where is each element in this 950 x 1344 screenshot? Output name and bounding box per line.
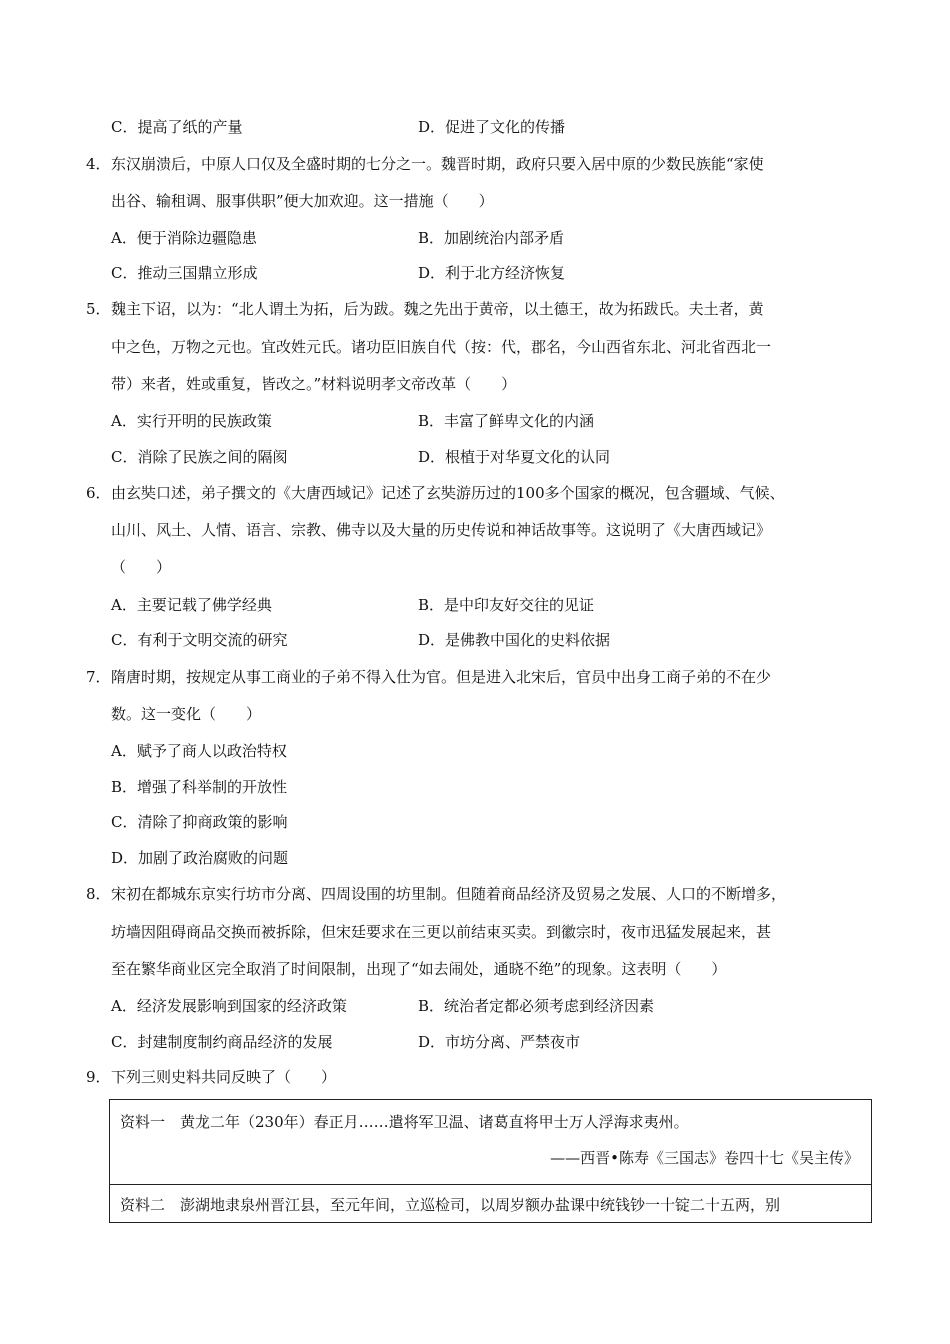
- q4-stem-line2: 出谷、输租调、服事供职”便大加欢迎。这一措施（ ）: [111, 192, 494, 210]
- q7-option-d[interactable]: D．加剧了政治腐败的问题: [111, 849, 289, 867]
- q7-stem-line2: 数。这一变化（ ）: [111, 705, 262, 723]
- q3-option-d[interactable]: D．促进了文化的传播: [418, 118, 566, 136]
- q5-number: 5．: [86, 300, 111, 318]
- q5-stem-line1: 魏主下诏，以为：“北人谓土为拓，后为跋。魏之先出于黄帝，以土德王，故为拓跋氏。夫土者，黄: [111, 300, 764, 318]
- q8-option-d[interactable]: D．市坊分离、严禁夜市: [418, 1033, 581, 1051]
- q7-option-a[interactable]: A．赋予了商人以政治特权: [111, 742, 287, 760]
- q6-number: 6．: [86, 484, 111, 502]
- q4-stem-line1: 东汉崩溃后，中原人口仅及全盛时期的七分之一。魏晋时期，政府只要入居中原的少数民族能“家使: [111, 155, 764, 173]
- q4-number: 4．: [86, 155, 111, 173]
- q5-option-d[interactable]: D．根植于对华夏文化的认同: [418, 448, 611, 466]
- q6-option-c[interactable]: C．有利于文明交流的研究: [111, 631, 288, 649]
- q4-option-a[interactable]: A．便于消除边疆隐患: [111, 229, 257, 247]
- q7-number: 7．: [86, 668, 111, 686]
- box-divider: [110, 1184, 871, 1185]
- q9-number: 9．: [86, 1068, 111, 1086]
- q8-number: 8．: [86, 885, 111, 903]
- q6-stem-line3: （ ）: [111, 558, 172, 576]
- q6-stem-line2: 山川、风土、人情、语言、宗教、佛寺以及大量的历史传说和神话故事等。这说明了《大唐西域记》: [111, 521, 772, 539]
- source-material-box: [109, 1099, 872, 1223]
- q7-stem-line1: 隋唐时期，按规定从事工商业的子弟不得入仕为官。但是进入北宋后，官员中出身工商子弟的不在少: [111, 668, 772, 686]
- q8-stem-line1: 宋初在都城东京实行坊市分离、四周设围的坊里制。但随着商品经济及贸易之发展、人口的不断增多，: [111, 885, 787, 903]
- q5-option-c[interactable]: C．消除了民族之间的隔阂: [111, 448, 288, 466]
- q8-option-c[interactable]: C．封建制度制约商品经济的发展: [111, 1033, 333, 1051]
- q5-option-a[interactable]: A．实行开明的民族政策: [111, 412, 272, 430]
- q4-option-d[interactable]: D．利于北方经济恢复: [418, 264, 566, 282]
- q7-option-b[interactable]: B．增强了科举制的开放性: [111, 778, 288, 796]
- q6-option-a[interactable]: A．主要记载了佛学经典: [111, 596, 272, 614]
- material-1-source: ——西晋•陈寿《三国志》卷四十七《吴主传》: [550, 1149, 859, 1167]
- q8-stem-line3: 至在繁华商业区完全取消了时间限制，出现了“如去闹处，通晓不绝”的现象。这表明（ ）: [111, 960, 727, 978]
- q5-stem-line3: 带）来者，姓或重复，皆改之。”材料说明孝文帝改革（ ）: [111, 375, 517, 393]
- q6-option-b[interactable]: B．是中印友好交往的见证: [418, 596, 595, 614]
- q3-option-c[interactable]: C．提高了纸的产量: [111, 118, 243, 136]
- q4-option-b[interactable]: B．加剧统治内部矛盾: [418, 229, 565, 247]
- q5-stem-line2: 中之色，万物之元也。宜改姓元氏。诸功臣旧族自代（按：代，郡名，今山西省东北、河北省西北一: [111, 338, 772, 356]
- q6-option-d[interactable]: D．是佛教中国化的史料依据: [418, 631, 611, 649]
- q8-stem-line2: 坊墙因阻碍商品交换而被拆除，但宋廷要求在三更以前结束买卖。到徽宗时，夜市迅猛发展起来，甚: [111, 923, 772, 941]
- q4-option-c[interactable]: C．推动三国鼎立形成: [111, 264, 258, 282]
- q6-stem-line1: 由玄奘口述，弟子撰文的《大唐西域记》记述了玄奘游历过的100多个国家的概况，包含疆域、气候、: [111, 484, 785, 502]
- q9-stem-line1: 下列三则史料共同反映了（ ）: [111, 1068, 337, 1086]
- q8-option-a[interactable]: A．经济发展影响到国家的经济政策: [111, 997, 347, 1015]
- material-2-text: 资料二 澎湖地隶泉州晋江县，至元年间，立巡检司，以周岁额办盐课中统钱钞一十锭二十五两，别: [120, 1196, 781, 1214]
- q8-option-b[interactable]: B．统治者定都必须考虑到经济因素: [418, 997, 655, 1015]
- q5-option-b[interactable]: B．丰富了鲜卑文化的内涵: [418, 412, 595, 430]
- q7-option-c[interactable]: C．清除了抑商政策的影响: [111, 813, 288, 831]
- material-1-text: 资料一 黄龙二年（230年）春正月……遣将军卫温、诸葛直将甲士万人浮海求夷州。: [120, 1113, 689, 1131]
